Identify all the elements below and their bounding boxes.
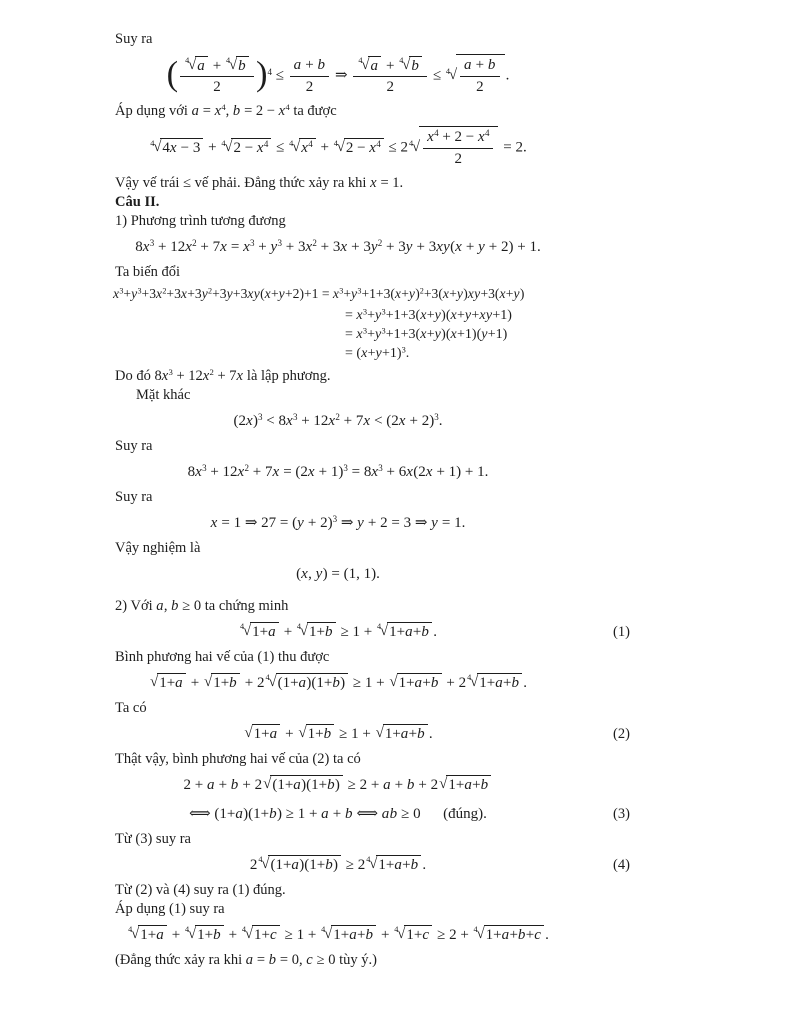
equation-squared-1: $√1+a + √1+b + 2^4√(1+a)(1+b) \ge 1 + √1+a+b + 2^4√1+a+b$ . (149, 673, 528, 691)
para-ap-dung-1: Áp dụng (1) suy ra (115, 900, 225, 917)
equation-4 (0, 852, 792, 878)
equation-1-body: $^4$√1+a + $^4$√1+b ≥ 1 + $^4$√1+a+b . (240, 622, 437, 640)
para-suy-ra-1: Suy ra (115, 31, 153, 47)
para-item-2: 2) Với a, b ≥ 0 ta chứng minh (115, 597, 289, 614)
equation-transform-1: $x^3+y^3+3x^2+3x+3y^2+3y+3xy(x+y+2)+1 = x^3+y^3+1+3(x+y)^2+3(x+y)xy+3(x+y)$ (113, 285, 525, 301)
equation-applied-bound: $^4√4x - 3 + ^4√2 - x^4 \le ^4√x^4 + ^4√2 - x^4 \le 2^4√$ $\frac{x^4 + 2 - x^4}{2}$ = 2. (0, 126, 792, 169)
heading-cau-ii: Câu II. (115, 193, 160, 210)
equation-squared-2: 2 + a + b + 2√(1+a)(1+b) ≥ 2 + a + b + 2√1+a+b (0, 772, 792, 798)
para-do-do-cube: Do đó $8x^3 + 12x^2 + 7x$ là lập phương. (115, 366, 331, 384)
para-vay-nghiem-la: Vậy nghiệm là (115, 539, 201, 556)
equation-1-number: (1) (613, 623, 630, 640)
para-vay-ve-trai: Vậy vế trái ≤ vế phải. Đẳng thức xảy ra khi x = 1. (115, 174, 404, 191)
para-ta-bien-doi: Ta biến đổi (115, 263, 181, 280)
para-mat-khac: Mặt khác (136, 386, 191, 403)
equation-3-number: (3) (613, 805, 630, 822)
para-item-1: 1) Phương trình tương đương (115, 212, 286, 229)
equation-cube-identity: $8x^3 + 12x^2 + 7x = (2x + 1)^3 = 8x^3 + 6x(2x + 1) + 1$. (187, 462, 489, 480)
para-tu-2-va-4: Từ (2) và (4) suy ra (1) đúng. (115, 881, 286, 898)
equation-cube-bounds: $(2x)^3 < 8x^3 + 12x^2 + 7x < (2x + 2)^3$. (233, 411, 443, 429)
equation-solution-pair: (x, y) = (1, 1). (296, 565, 380, 582)
equation-power-mean: ( $\frac{^4√a + ^4√b}{2}$ )$^4$ ≤ $\frac{a + b}{2}$ ⇒ $\frac{^4√a + ^4√b}{2}$ ≤ $^4$√ $\frac{a + b}{2}$ . (166, 55, 510, 96)
para-suy-ra-3: Suy ra (115, 488, 153, 505)
para-ap-dung-voi: Áp dụng với $a = x^4$, $b = 2 - x^4$ ta được (115, 102, 337, 119)
para-tu-3-suy-ra: Từ (3) suy ra (115, 830, 191, 847)
equation-transform-2: = $x^3+y^3+1+3(x+y)(x+y+xy+1)$ (345, 306, 512, 323)
equation-2-body: √1+a + √1+b ≥ 1 + √1+a+b . (244, 724, 433, 742)
para-suy-ra-2: Suy ra (115, 437, 153, 454)
equation-4-number: (4) (613, 856, 630, 873)
equation-3-body: ⟺ (1+a)(1+b) ≥ 1 + a + b ⟺ ab ≥ 0 (đúng). (189, 805, 487, 822)
equation-4-body: $2^4√(1+a)(1+b) \ge 2^4√1+a+b$ . (249, 855, 427, 873)
para-binh-phuong-1: Bình phương hai vế của (1) thu được (115, 648, 330, 665)
equation-transform-4: = $(x+y+1)^3$. (345, 344, 410, 361)
equation-three-terms: $^4$√1+a + $^4$√1+b + $^4$√1+c ≥ 1 + $^4$√1+a+b + $^4$√1+c ≥ 2 + $^4$√1+a+b+c . (128, 925, 549, 943)
para-ta-co: Ta có (115, 699, 147, 716)
equation-equivalent: $8x^3 + 12x^2 + 7x = x^3 + y^3 + 3x^2 + 3x + 3y^2 + 3y + 3xy(x + y + 2) + 1$. (135, 237, 541, 255)
para-that-vay: Thật vậy, bình phương hai vế của (2) ta có (115, 750, 361, 767)
equation-2 (0, 721, 792, 747)
para-dang-thuc-note: (Đẳng thức xảy ra khi a = b = 0, c ≥ 0 tùy ý.) (115, 951, 377, 968)
equation-1 (0, 619, 792, 645)
equation-2-number: (2) (613, 725, 630, 742)
equation-3 (0, 801, 792, 827)
equation-transform-3: = $x^3+y^3+1+3(x+y)(x+1)(y+1)$ (345, 325, 508, 342)
equation-solve-y: x = 1 ⇒ $27 = (y + 2)^3$ ⇒ y + 2 = 3 ⇒ y = 1. (210, 513, 466, 531)
